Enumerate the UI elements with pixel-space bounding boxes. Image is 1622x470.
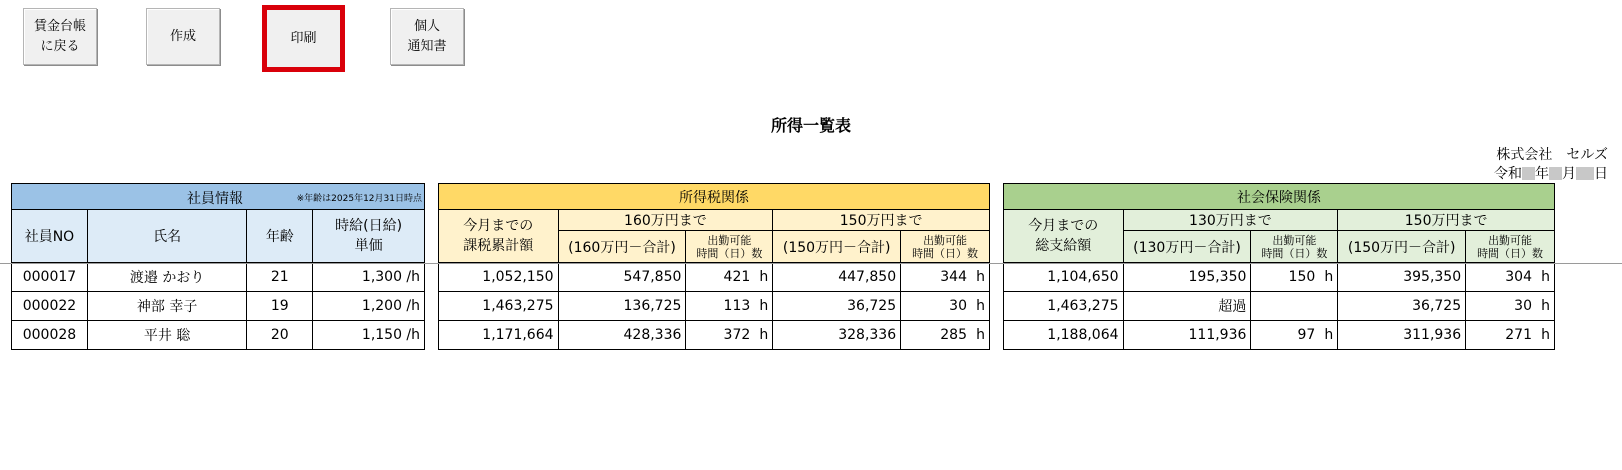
employee-name-cell[interactable] <box>87 263 247 292</box>
tax-group-150: 150万円まで <box>773 210 990 231</box>
tax-cumulative-cell[interactable] <box>439 321 559 350</box>
employee-section-title: 社員情報 <box>187 191 243 207</box>
ins-150-hours-cell-value: 304 <box>1505 269 1532 285</box>
tax-160-workable-line2: 時間（日）数 <box>696 246 763 260</box>
ins-130-remaining-cell-value: 111,936 <box>1188 327 1247 343</box>
tax-150-remaining-cell[interactable] <box>773 321 901 350</box>
tax-section-title: 所得税関係 <box>439 184 990 210</box>
tax-160-hours-cell[interactable] <box>686 321 773 350</box>
tax-160-hours-cell-unit: h <box>759 298 769 314</box>
employee-table <box>11 183 425 350</box>
day-mask <box>1576 167 1594 180</box>
create-button[interactable] <box>146 8 220 65</box>
individual-notice-button[interactable] <box>390 8 464 65</box>
ins-130-hours-cell[interactable] <box>1251 321 1338 350</box>
ins-150-remaining-cell-value: 311,936 <box>1403 327 1462 343</box>
tax-160-hours-cell[interactable] <box>686 292 773 321</box>
insurance-section-title: 社会保険関係 <box>1004 184 1555 210</box>
date-line <box>1494 165 1608 183</box>
employee-name-cell-value: 神部 幸子 <box>136 299 198 315</box>
year-mask <box>1522 167 1535 180</box>
tax-col-cumulative <box>439 210 559 263</box>
ins-130-workable-line1: 出勤可能 <box>1272 233 1317 247</box>
tax-160-remaining-cell[interactable] <box>558 292 686 321</box>
tax-150-remaining-cell-value: 328,336 <box>838 327 897 343</box>
employee-section-header <box>12 184 425 210</box>
employee-wage-cell[interactable] <box>313 321 425 350</box>
employee-wage-cell-unit: /h <box>406 327 420 343</box>
ins-150-hours-cell[interactable] <box>1466 321 1555 350</box>
ins-130-hours-cell-value: 97 <box>1297 327 1316 343</box>
tax-160-remaining-cell-value: 428,336 <box>623 327 682 343</box>
employee-no-cell-value: 000017 <box>22 269 77 285</box>
employee-wage-cell-value: 1,300 <box>361 269 402 285</box>
employee-wage-cell-value: 1,150 <box>361 327 402 343</box>
tax-160-workable-line1: 出勤可能 <box>707 233 752 247</box>
insurance-row <box>1004 263 1555 292</box>
tax-150-hours-cell[interactable] <box>901 263 990 292</box>
tax-150-remaining-cell-value: 36,725 <box>847 298 897 314</box>
ins-130-hours-cell[interactable] <box>1251 263 1338 292</box>
ins-130-remaining-cell[interactable] <box>1123 263 1251 292</box>
tax-cumulative-line1: 今月までの <box>463 218 534 234</box>
date-era: 令和 <box>1494 166 1522 182</box>
employee-name-cell[interactable] <box>87 321 247 350</box>
ins-130-remaining-cell-value: 超過 <box>1218 299 1247 315</box>
tax-row <box>439 321 990 350</box>
tax-150-hours-cell-value: 285 <box>940 327 967 343</box>
employee-age-cell-value: 21 <box>270 269 289 285</box>
tax-row <box>439 263 990 292</box>
back-button-line1: 賃金台帳 <box>33 18 86 34</box>
date-year-label: 年 <box>1535 166 1549 182</box>
tax-col-160-remaining: (160万円－合計) <box>558 231 686 263</box>
notice-button-line2: 通知書 <box>407 38 447 54</box>
ins-130-workable-line2: 時間（日）数 <box>1261 246 1328 260</box>
ins-150-hours-cell-unit: h <box>1541 327 1550 343</box>
tax-group-160: 160万円まで <box>558 210 773 231</box>
ins-150-remaining-cell-value: 36,725 <box>1412 298 1462 314</box>
ins-130-hours-cell-value: 150 <box>1288 269 1316 285</box>
tax-150-hours-cell-value: 344 <box>940 269 967 285</box>
month-mask <box>1549 167 1562 180</box>
employee-age-cell-value: 20 <box>270 327 289 343</box>
tax-cumulative-cell[interactable] <box>439 263 559 292</box>
ins-cumulative-line2: 総支給額 <box>1035 238 1092 254</box>
ins-cumulative-cell-value: 1,463,275 <box>1047 298 1119 314</box>
ins-150-hours-cell[interactable] <box>1466 292 1555 321</box>
employee-wage-cell[interactable] <box>313 263 425 292</box>
employee-wage-cell[interactable] <box>313 292 425 321</box>
ins-150-workable-line2: 時間（日）数 <box>1477 246 1544 260</box>
ins-col-130-workable <box>1251 231 1338 263</box>
social-insurance-table <box>1003 183 1555 350</box>
col-header-wage-line2: 単価 <box>354 238 383 254</box>
tax-150-remaining-cell-value: 447,850 <box>838 269 897 285</box>
ins-150-hours-cell[interactable] <box>1466 263 1555 292</box>
employee-no-cell[interactable] <box>12 321 88 350</box>
tax-150-hours-cell-value: 30 <box>949 298 967 314</box>
col-header-age: 年齢 <box>247 210 313 263</box>
ins-cumulative-cell[interactable] <box>1004 292 1124 321</box>
date-day-label: 日 <box>1594 166 1608 182</box>
ins-130-hours-cell[interactable] <box>1251 292 1338 321</box>
ins-150-hours-cell-value: 271 <box>1505 327 1532 343</box>
ins-150-hours-cell-unit: h <box>1541 269 1550 285</box>
ins-130-remaining-cell-value: 195,350 <box>1188 269 1247 285</box>
employee-age-cell-value: 19 <box>270 298 289 314</box>
company-name: 株式会社 セルズ <box>1496 147 1608 163</box>
ins-cumulative-cell-value: 1,188,064 <box>1047 327 1119 343</box>
ins-130-hours-cell-unit: h <box>1324 269 1334 285</box>
ins-col-130-remaining: (130万円－合計) <box>1123 231 1251 263</box>
ins-col-150-workable <box>1466 231 1555 263</box>
ins-150-hours-cell-unit: h <box>1541 298 1550 314</box>
ins-150-remaining-cell[interactable] <box>1338 321 1466 350</box>
ins-cumulative-cell[interactable] <box>1004 263 1124 292</box>
tax-cumulative-cell-value: 1,171,664 <box>482 327 554 343</box>
ins-130-remaining-cell[interactable] <box>1123 321 1251 350</box>
tax-cumulative-cell-value: 1,463,275 <box>482 298 554 314</box>
ins-group-150: 150万円まで <box>1338 210 1555 231</box>
ins-cumulative-cell[interactable] <box>1004 321 1124 350</box>
col-header-wage <box>313 210 425 263</box>
ins-150-hours-cell-value: 30 <box>1514 298 1532 314</box>
tax-150-workable-line2: 時間（日）数 <box>912 246 979 260</box>
ins-150-workable-line1: 出勤可能 <box>1488 233 1533 247</box>
tax-160-remaining-cell-value: 547,850 <box>623 269 682 285</box>
insurance-row <box>1004 292 1555 321</box>
tax-150-workable-line1: 出勤可能 <box>923 233 968 247</box>
notice-button-line1: 個人 <box>413 18 440 34</box>
tax-row <box>439 292 990 321</box>
ins-130-remaining-cell[interactable] <box>1123 292 1251 321</box>
tax-150-remaining-cell[interactable] <box>773 292 901 321</box>
frozen-pane-divider <box>0 263 1622 264</box>
employee-row <box>12 263 425 292</box>
tax-col-150-workable <box>901 231 990 263</box>
tax-col-150-remaining: (150万円－合計) <box>773 231 901 263</box>
employee-no-cell[interactable] <box>12 292 88 321</box>
print-button-label: 印刷 <box>290 30 317 46</box>
col-header-wage-line1: 時給(日給) <box>335 218 403 234</box>
col-header-name: 氏名 <box>87 210 247 263</box>
age-note: ※年齢は2025年12月31日時点 <box>296 194 422 204</box>
employee-wage-cell-value: 1,200 <box>361 298 402 314</box>
tax-160-hours-cell-unit: h <box>759 269 769 285</box>
create-button-label: 作成 <box>169 28 196 44</box>
employee-age-cell[interactable] <box>247 263 313 292</box>
ins-cumulative-line1: 今月までの <box>1028 218 1099 234</box>
tax-160-remaining-cell[interactable] <box>558 321 686 350</box>
col-header-no: 社員NO <box>12 210 88 263</box>
back-button-line2: に戻る <box>40 38 80 54</box>
tax-160-remaining-cell-value: 136,725 <box>623 298 682 314</box>
ins-150-remaining-cell[interactable] <box>1338 263 1466 292</box>
tax-160-hours-cell-unit: h <box>759 327 769 343</box>
employee-age-cell[interactable] <box>247 321 313 350</box>
tax-150-hours-cell[interactable] <box>901 292 990 321</box>
ins-150-remaining-cell-value: 395,350 <box>1403 269 1462 285</box>
income-tax-table <box>438 183 990 350</box>
employee-wage-cell-unit: /h <box>406 298 420 314</box>
ins-group-130: 130万円まで <box>1123 210 1338 231</box>
page-title: 所得一覧表 <box>770 116 851 135</box>
tax-150-hours-cell-unit: h <box>976 269 985 285</box>
employee-row <box>12 321 425 350</box>
tax-150-hours-cell-unit: h <box>976 298 985 314</box>
tax-160-hours-cell-value: 421 <box>723 269 751 285</box>
ins-130-hours-cell-unit: h <box>1324 327 1334 343</box>
employee-name-cell[interactable] <box>87 292 247 321</box>
ins-150-remaining-cell[interactable] <box>1338 292 1466 321</box>
employee-no-cell-value: 000028 <box>22 327 77 343</box>
employee-no-cell[interactable] <box>12 263 88 292</box>
date-month-label: 月 <box>1562 166 1576 182</box>
ins-col-cumulative <box>1004 210 1124 263</box>
ins-col-150-remaining: (150万円－合計) <box>1338 231 1466 263</box>
tax-150-remaining-cell[interactable] <box>773 263 901 292</box>
insurance-row <box>1004 321 1555 350</box>
tax-cumulative-cell-value: 1,052,150 <box>482 269 554 285</box>
employee-row <box>12 292 425 321</box>
tax-160-hours-cell[interactable] <box>686 263 773 292</box>
tax-150-hours-cell[interactable] <box>901 321 990 350</box>
employee-age-cell[interactable] <box>247 292 313 321</box>
tax-160-hours-cell-value: 372 <box>723 327 751 343</box>
ins-cumulative-cell-value: 1,104,650 <box>1047 269 1119 285</box>
tax-150-hours-cell-unit: h <box>976 327 985 343</box>
tax-160-remaining-cell[interactable] <box>558 263 686 292</box>
employee-name-cell-value: 渡邉 かおり <box>129 270 205 286</box>
back-to-ledger-button[interactable] <box>23 8 97 65</box>
print-button[interactable] <box>262 5 345 72</box>
employee-no-cell-value: 000022 <box>22 298 77 314</box>
employee-name-cell-value: 平井 聡 <box>143 328 191 344</box>
employee-wage-cell-unit: /h <box>406 269 420 285</box>
tax-cumulative-line2: 課税累計額 <box>463 238 534 254</box>
tax-160-hours-cell-value: 113 <box>723 298 751 314</box>
tax-cumulative-cell[interactable] <box>439 292 559 321</box>
tax-col-160-workable <box>686 231 773 263</box>
